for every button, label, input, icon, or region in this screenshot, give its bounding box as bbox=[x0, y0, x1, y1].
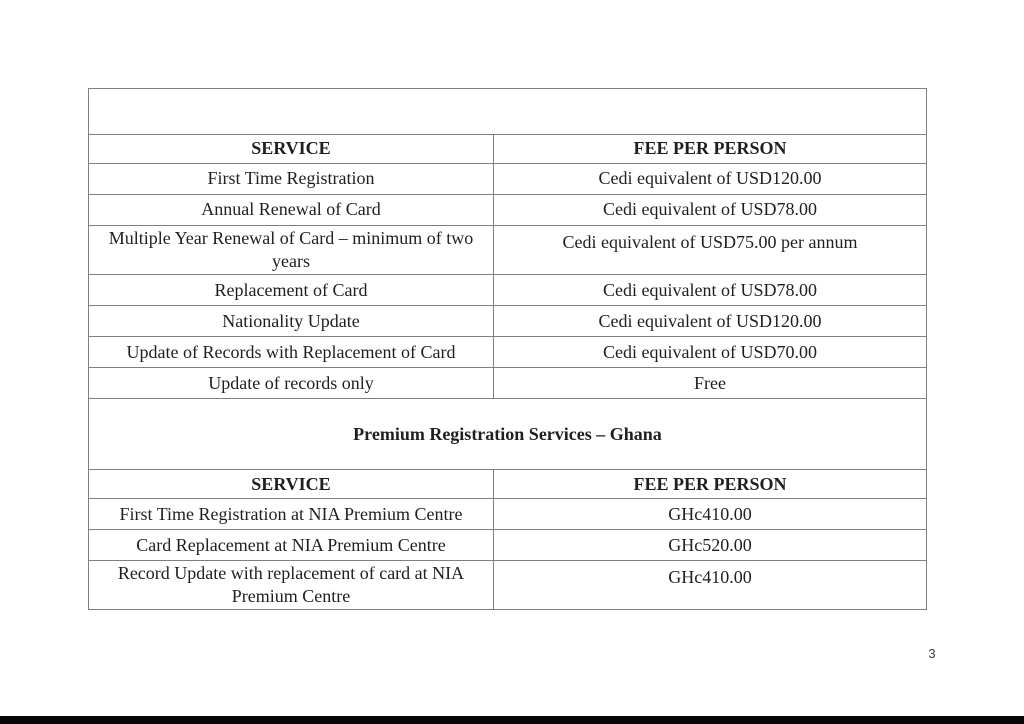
table-row bbox=[89, 164, 927, 195]
service-cell: First Time Registration bbox=[89, 164, 494, 195]
table-row bbox=[89, 561, 927, 610]
service-cell: Update of Records with Replacement of Card bbox=[89, 337, 494, 368]
service-cell: Annual Renewal of Card bbox=[89, 195, 494, 226]
fee-cell: Cedi equivalent of USD120.00 bbox=[494, 306, 927, 337]
service-cell: Nationality Update bbox=[89, 306, 494, 337]
table-row bbox=[89, 530, 927, 561]
fee-cell: Cedi equivalent of USD75.00 per annum bbox=[494, 226, 927, 275]
fee-cell: Cedi equivalent of USD120.00 bbox=[494, 164, 927, 195]
table-row-empty bbox=[89, 89, 927, 135]
table-row bbox=[89, 499, 927, 530]
premium-fees-header-row bbox=[89, 470, 927, 499]
table-row bbox=[89, 306, 927, 337]
column-header-fee: FEE PER PERSON bbox=[494, 470, 927, 499]
service-cell: First Time Registration at NIA Premium Centre bbox=[89, 499, 494, 530]
column-header-service: SERVICE bbox=[89, 135, 494, 164]
service-cell: Replacement of Card bbox=[89, 275, 494, 306]
fee-cell: Cedi equivalent of USD78.00 bbox=[494, 275, 927, 306]
fee-cell: GHc520.00 bbox=[494, 530, 927, 561]
fee-cell: Cedi equivalent of USD78.00 bbox=[494, 195, 927, 226]
fees-table bbox=[88, 88, 927, 610]
page-number: 3 bbox=[928, 646, 936, 661]
general-fees-header-row bbox=[89, 135, 927, 164]
column-header-service: SERVICE bbox=[89, 470, 494, 499]
table-row bbox=[89, 195, 927, 226]
table-row bbox=[89, 275, 927, 306]
service-cell: Multiple Year Renewal of Card – minimum of two years bbox=[89, 226, 494, 275]
table-row bbox=[89, 226, 927, 275]
service-cell: Record Update with replacement of card at NIA Premium Centre bbox=[89, 561, 494, 610]
service-cell: Card Replacement at NIA Premium Centre bbox=[89, 530, 494, 561]
table-row bbox=[89, 368, 927, 399]
empty-cell bbox=[89, 89, 927, 135]
bottom-black-bar bbox=[0, 716, 1024, 724]
fee-cell: GHc410.00 bbox=[494, 499, 927, 530]
fee-cell: Free bbox=[494, 368, 927, 399]
fee-cell: GHc410.00 bbox=[494, 561, 927, 610]
section-heading-row bbox=[89, 399, 927, 470]
service-cell: Update of records only bbox=[89, 368, 494, 399]
fee-cell: Cedi equivalent of USD70.00 bbox=[494, 337, 927, 368]
premium-section-heading: Premium Registration Services – Ghana bbox=[89, 399, 927, 470]
column-header-fee: FEE PER PERSON bbox=[494, 135, 927, 164]
table-row bbox=[89, 337, 927, 368]
